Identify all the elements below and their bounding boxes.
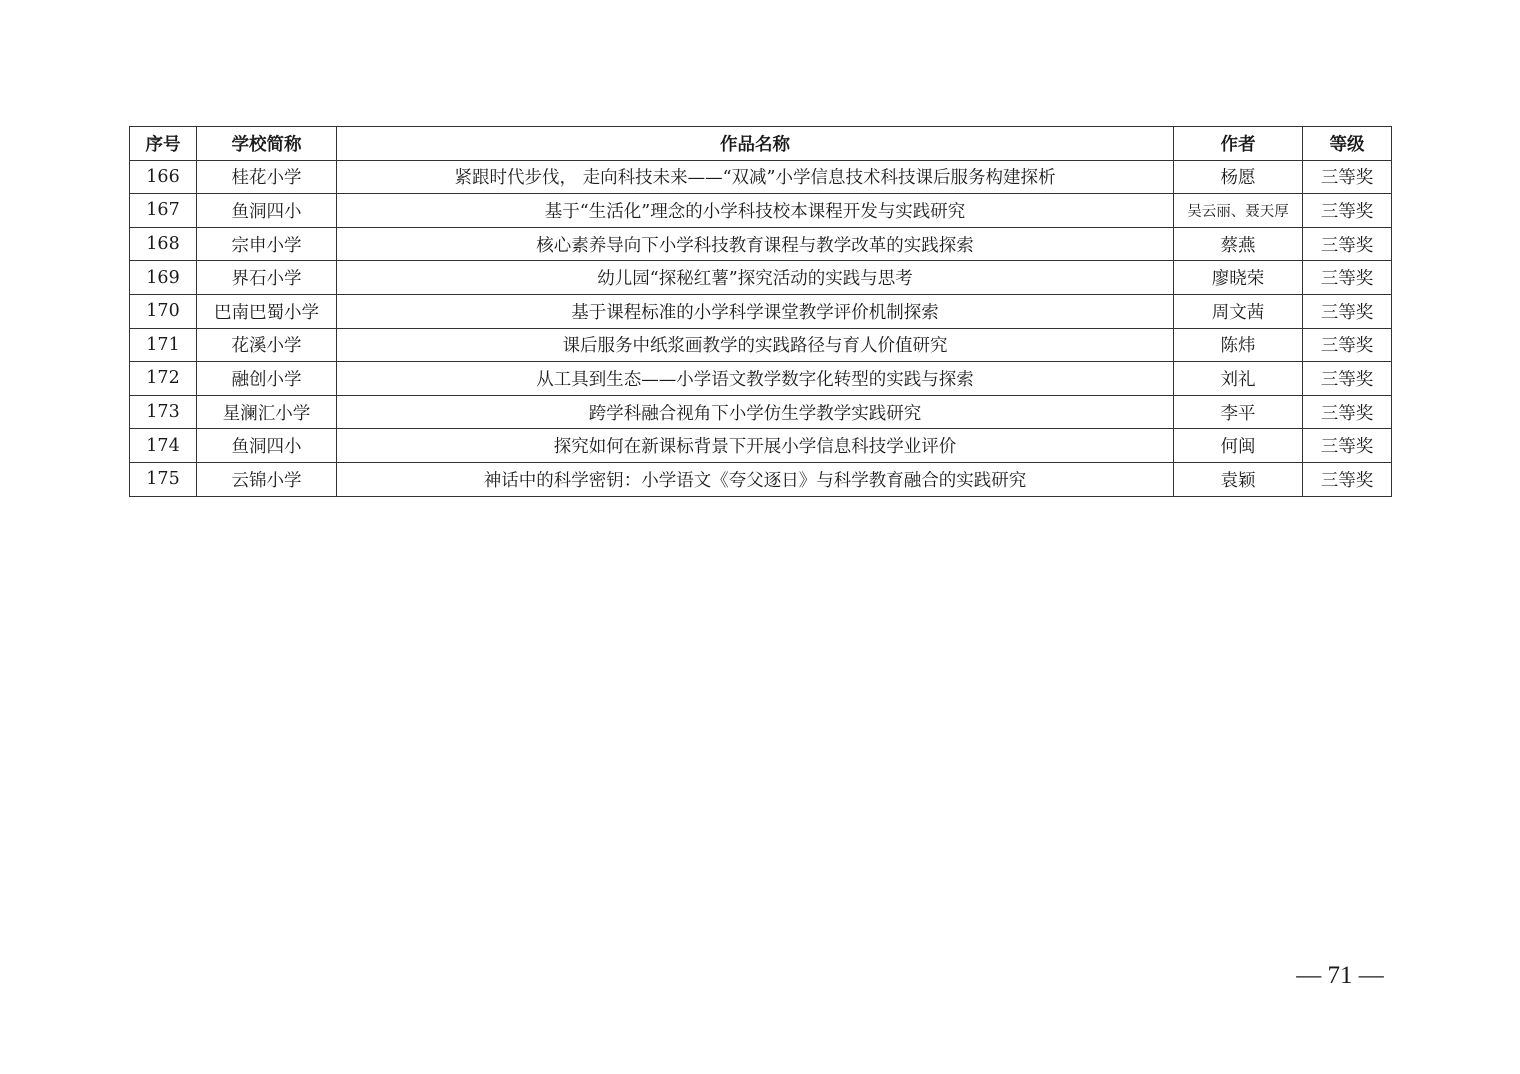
cell-work-title: 跨学科融合视角下小学仿生学教学实践研究 — [337, 395, 1174, 429]
cell-school-name: 桂花小学 — [197, 160, 337, 194]
cell-serial-number: 171 — [130, 328, 197, 362]
cell-author: 杨愿 — [1174, 160, 1303, 194]
cell-work-title: 从工具到生态——小学语文教学数字化转型的实践与探索 — [337, 362, 1174, 396]
cell-author: 周文茜 — [1174, 294, 1303, 328]
cell-work-title: 基于课程标准的小学科学课堂教学评价机制探索 — [337, 294, 1174, 328]
cell-school-name: 鱼洞四小 — [197, 194, 337, 228]
cell-author: 蔡燕 — [1174, 227, 1303, 261]
cell-serial-number: 173 — [130, 395, 197, 429]
cell-award-level: 三等奖 — [1303, 261, 1392, 295]
cell-author: 陈炜 — [1174, 328, 1303, 362]
cell-award-level: 三等奖 — [1303, 395, 1392, 429]
cell-school-name: 界石小学 — [197, 261, 337, 295]
header-serial-number: 序号 — [130, 127, 197, 161]
cell-serial-number: 170 — [130, 294, 197, 328]
table-row — [130, 362, 1392, 396]
cell-award-level: 三等奖 — [1303, 294, 1392, 328]
cell-work-title: 神话中的科学密钥：小学语文《夸父逐日》与科学教育融合的实践研究 — [337, 462, 1174, 496]
cell-serial-number: 169 — [130, 261, 197, 295]
cell-serial-number: 166 — [130, 160, 197, 194]
cell-school-name: 鱼洞四小 — [197, 429, 337, 463]
cell-award-level: 三等奖 — [1303, 462, 1392, 496]
table-row — [130, 294, 1392, 328]
cell-author: 何闽 — [1174, 429, 1303, 463]
cell-serial-number: 172 — [130, 362, 197, 396]
table-row — [130, 429, 1392, 463]
cell-school-name: 星澜汇小学 — [197, 395, 337, 429]
cell-work-title: 幼儿园“探秘红薯”探究活动的实践与思考 — [337, 261, 1174, 295]
cell-school-name: 云锦小学 — [197, 462, 337, 496]
cell-award-level: 三等奖 — [1303, 194, 1392, 228]
cell-school-name: 巴南巴蜀小学 — [197, 294, 337, 328]
cell-school-name: 花溪小学 — [197, 328, 337, 362]
cell-work-title: 紧跟时代步伐， 走向科技未来——“双减”小学信息技术科技课后服务构建探析 — [337, 160, 1174, 194]
cell-serial-number: 167 — [130, 194, 197, 228]
cell-school-name: 宗申小学 — [197, 227, 337, 261]
cell-award-level: 三等奖 — [1303, 328, 1392, 362]
cell-serial-number: 174 — [130, 429, 197, 463]
header-school-name: 学校简称 — [197, 127, 337, 161]
cell-author: 廖晓荣 — [1174, 261, 1303, 295]
cell-serial-number: 168 — [130, 227, 197, 261]
cell-author: 李平 — [1174, 395, 1303, 429]
header-author: 作者 — [1174, 127, 1303, 161]
cell-award-level: 三等奖 — [1303, 160, 1392, 194]
awards-table — [129, 126, 1392, 497]
table-header-row — [130, 127, 1392, 161]
header-award-level: 等级 — [1303, 127, 1392, 161]
table-row — [130, 462, 1392, 496]
header-work-title: 作品名称 — [337, 127, 1174, 161]
cell-author: 袁颖 — [1174, 462, 1303, 496]
table-row — [130, 395, 1392, 429]
cell-work-title: 核心素养导向下小学科技教育课程与教学改革的实践探索 — [337, 227, 1174, 261]
cell-award-level: 三等奖 — [1303, 429, 1392, 463]
page-number: — 71 — — [1296, 962, 1384, 989]
table-row — [130, 328, 1392, 362]
cell-award-level: 三等奖 — [1303, 227, 1392, 261]
table-row — [130, 261, 1392, 295]
cell-work-title: 探究如何在新课标背景下开展小学信息科技学业评价 — [337, 429, 1174, 463]
cell-work-title: 课后服务中纸浆画教学的实践路径与育人价值研究 — [337, 328, 1174, 362]
table-row — [130, 227, 1392, 261]
cell-author: 刘礼 — [1174, 362, 1303, 396]
cell-serial-number: 175 — [130, 462, 197, 496]
cell-author: 吴云丽、聂天厚 — [1174, 194, 1303, 228]
table-row — [130, 194, 1392, 228]
table-row — [130, 160, 1392, 194]
cell-award-level: 三等奖 — [1303, 362, 1392, 396]
cell-school-name: 融创小学 — [197, 362, 337, 396]
cell-work-title: 基于“生活化”理念的小学科技校本课程开发与实践研究 — [337, 194, 1174, 228]
